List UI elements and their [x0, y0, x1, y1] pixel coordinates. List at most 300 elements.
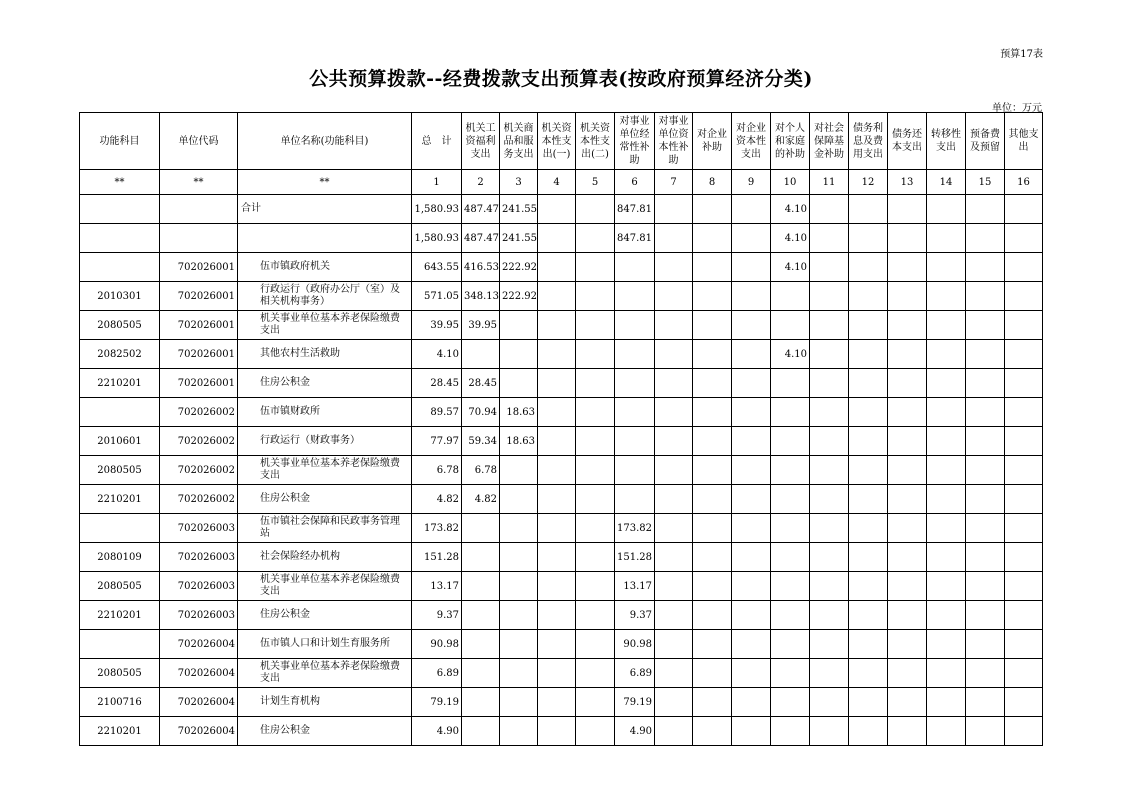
value-cell-total: 28.45 [412, 369, 462, 398]
value-cell-empty [576, 514, 615, 543]
value-cell-empty [655, 456, 693, 485]
unit-code-cell: 702026001 [160, 340, 238, 369]
value-cell-empty [693, 659, 732, 688]
value-cell-c10: 4.10 [771, 195, 810, 224]
value-cell-c10 [771, 485, 810, 514]
unit-code-cell: 702026001 [160, 253, 238, 282]
column-header: 对事业单位资本性补助 [655, 113, 693, 170]
value-cell-empty [538, 543, 576, 572]
value-cell-empty [655, 572, 693, 601]
column-index: 3 [500, 170, 538, 195]
unit-name-cell [238, 224, 412, 253]
column-index: ** [238, 170, 412, 195]
value-cell-c6: 151.28 [615, 543, 655, 572]
value-cell-empty [966, 253, 1005, 282]
func-code-cell: 2100716 [80, 688, 160, 717]
value-cell-empty [810, 369, 849, 398]
value-cell-empty [810, 311, 849, 340]
unit-name-cell: 行政运行（财政事务） [238, 427, 412, 456]
value-cell-c2 [462, 543, 500, 572]
unit-name-cell: 住房公积金 [238, 717, 412, 746]
value-cell-empty [655, 398, 693, 427]
value-cell-c3: 222.92 [500, 282, 538, 311]
column-index: 5 [576, 170, 615, 195]
value-cell-c10 [771, 688, 810, 717]
value-cell-empty [1005, 224, 1043, 253]
value-cell-empty [655, 253, 693, 282]
value-cell-empty [888, 311, 927, 340]
func-code-cell [80, 514, 160, 543]
func-code-cell [80, 224, 160, 253]
table-row [80, 369, 1043, 398]
value-cell-empty [849, 195, 888, 224]
column-header: 对事业单位经常性补助 [615, 113, 655, 170]
value-cell-c6: 13.17 [615, 572, 655, 601]
value-cell-empty [1005, 427, 1043, 456]
value-cell-empty [966, 398, 1005, 427]
value-cell-c6: 847.81 [615, 195, 655, 224]
value-cell-empty [538, 427, 576, 456]
value-cell-empty [888, 514, 927, 543]
value-cell-empty [927, 456, 966, 485]
func-code-cell: 2210201 [80, 601, 160, 630]
value-cell-empty [693, 456, 732, 485]
value-cell-empty [966, 282, 1005, 311]
value-cell-c6 [615, 340, 655, 369]
unit-code-cell: 702026001 [160, 311, 238, 340]
table-row [80, 340, 1043, 369]
value-cell-empty [693, 630, 732, 659]
value-cell-c2: 70.94 [462, 398, 500, 427]
value-cell-c6 [615, 253, 655, 282]
value-cell-c10 [771, 659, 810, 688]
table-row [80, 282, 1043, 311]
column-index: 1 [412, 170, 462, 195]
func-code-cell: 2080505 [80, 659, 160, 688]
table-row [80, 601, 1043, 630]
unit-name-cell: 计划生育机构 [238, 688, 412, 717]
value-cell-c2: 59.34 [462, 427, 500, 456]
value-cell-c10 [771, 543, 810, 572]
value-cell-total: 6.89 [412, 659, 462, 688]
value-cell-c10 [771, 630, 810, 659]
value-cell-empty [576, 311, 615, 340]
value-cell-c3: 18.63 [500, 398, 538, 427]
unit-name-cell: 机关事业单位基本养老保险缴费支出 [238, 572, 412, 601]
value-cell-empty [927, 630, 966, 659]
table-row [80, 688, 1043, 717]
value-cell-c2: 6.78 [462, 456, 500, 485]
value-cell-empty [849, 688, 888, 717]
value-cell-empty [810, 224, 849, 253]
value-cell-empty [927, 340, 966, 369]
value-cell-empty [655, 717, 693, 746]
value-cell-empty [693, 340, 732, 369]
value-cell-empty [732, 369, 771, 398]
func-code-cell [80, 398, 160, 427]
value-cell-c2: 487.47 [462, 224, 500, 253]
column-index: 16 [1005, 170, 1043, 195]
value-cell-empty [693, 311, 732, 340]
column-index: 9 [732, 170, 771, 195]
func-code-cell: 2082502 [80, 340, 160, 369]
value-cell-empty [1005, 398, 1043, 427]
value-cell-empty [927, 311, 966, 340]
value-cell-c2 [462, 340, 500, 369]
value-cell-empty [810, 630, 849, 659]
value-cell-total: 1,580.93 [412, 224, 462, 253]
value-cell-empty [655, 514, 693, 543]
value-cell-c3 [500, 601, 538, 630]
value-cell-empty [888, 224, 927, 253]
unit-code-cell: 702026003 [160, 601, 238, 630]
column-header: 单位名称(功能科目) [238, 113, 412, 170]
budget-table [79, 112, 1043, 746]
unit-name-cell: 伍市镇政府机关 [238, 253, 412, 282]
unit-code-cell: 702026002 [160, 398, 238, 427]
value-cell-empty [655, 340, 693, 369]
value-cell-c6 [615, 398, 655, 427]
value-cell-empty [849, 630, 888, 659]
value-cell-empty [538, 514, 576, 543]
value-cell-c6: 4.90 [615, 717, 655, 746]
value-cell-empty [655, 427, 693, 456]
value-cell-empty [927, 688, 966, 717]
value-cell-c10 [771, 717, 810, 746]
value-cell-empty [538, 688, 576, 717]
value-cell-empty [576, 688, 615, 717]
value-cell-empty [732, 485, 771, 514]
value-cell-total: 79.19 [412, 688, 462, 717]
value-cell-total: 4.82 [412, 485, 462, 514]
value-cell-empty [576, 195, 615, 224]
column-header: 对企业补助 [693, 113, 732, 170]
table-row [80, 224, 1043, 253]
value-cell-empty [732, 253, 771, 282]
unit-code-cell: 702026001 [160, 282, 238, 311]
value-cell-empty [538, 456, 576, 485]
func-code-cell [80, 195, 160, 224]
unit-name-cell: 机关事业单位基本养老保险缴费支出 [238, 659, 412, 688]
value-cell-empty [810, 543, 849, 572]
unit-name-cell: 住房公积金 [238, 369, 412, 398]
value-cell-empty [732, 514, 771, 543]
value-cell-empty [849, 398, 888, 427]
table-row [80, 717, 1043, 746]
value-cell-empty [693, 195, 732, 224]
column-index: 2 [462, 170, 500, 195]
value-cell-empty [966, 572, 1005, 601]
unit-name-cell: 机关事业单位基本养老保险缴费支出 [238, 456, 412, 485]
value-cell-c3 [500, 543, 538, 572]
value-cell-empty [927, 543, 966, 572]
value-cell-empty [693, 369, 732, 398]
value-cell-c3 [500, 485, 538, 514]
unit-name-cell: 住房公积金 [238, 485, 412, 514]
value-cell-empty [966, 659, 1005, 688]
value-cell-empty [693, 601, 732, 630]
value-cell-c3 [500, 514, 538, 543]
value-cell-c2: 487.47 [462, 195, 500, 224]
column-header: 机关工资福利支出 [462, 113, 500, 170]
value-cell-c2 [462, 572, 500, 601]
value-cell-empty [888, 340, 927, 369]
table-row [80, 659, 1043, 688]
value-cell-empty [927, 224, 966, 253]
value-cell-empty [849, 369, 888, 398]
value-cell-c3: 241.55 [500, 224, 538, 253]
column-header: 机关商品和服务支出 [500, 113, 538, 170]
column-index: 8 [693, 170, 732, 195]
table-header [80, 113, 1043, 195]
unit-code-cell: 702026004 [160, 688, 238, 717]
value-cell-empty [927, 398, 966, 427]
value-cell-empty [966, 543, 1005, 572]
value-cell-empty [538, 253, 576, 282]
value-cell-c6 [615, 311, 655, 340]
value-cell-c10 [771, 369, 810, 398]
value-cell-empty [810, 659, 849, 688]
value-cell-empty [1005, 253, 1043, 282]
column-index: 10 [771, 170, 810, 195]
value-cell-empty [888, 688, 927, 717]
value-cell-empty [966, 514, 1005, 543]
value-cell-empty [732, 572, 771, 601]
value-cell-empty [966, 456, 1005, 485]
value-cell-empty [966, 630, 1005, 659]
value-cell-total: 77.97 [412, 427, 462, 456]
value-cell-empty [732, 311, 771, 340]
table-row [80, 195, 1043, 224]
value-cell-empty [888, 717, 927, 746]
value-cell-c10 [771, 282, 810, 311]
column-header: 预备费及预留 [966, 113, 1005, 170]
value-cell-empty [810, 601, 849, 630]
value-cell-empty [927, 195, 966, 224]
value-cell-empty [966, 427, 1005, 456]
value-cell-empty [849, 224, 888, 253]
value-cell-empty [655, 485, 693, 514]
value-cell-total: 571.05 [412, 282, 462, 311]
value-cell-empty [1005, 311, 1043, 340]
value-cell-empty [693, 717, 732, 746]
value-cell-empty [576, 543, 615, 572]
value-cell-empty [732, 630, 771, 659]
unit-code-cell: 702026003 [160, 543, 238, 572]
column-index: 15 [966, 170, 1005, 195]
value-cell-c2: 416.53 [462, 253, 500, 282]
value-cell-total: 4.10 [412, 340, 462, 369]
column-header: 机关资本性支出(二) [576, 113, 615, 170]
value-cell-total: 173.82 [412, 514, 462, 543]
value-cell-empty [732, 282, 771, 311]
value-cell-empty [655, 688, 693, 717]
table-row [80, 253, 1043, 282]
unit-code-cell: 702026001 [160, 369, 238, 398]
unit-code-cell: 702026004 [160, 717, 238, 746]
value-cell-empty [888, 543, 927, 572]
value-cell-empty [1005, 630, 1043, 659]
value-cell-empty [888, 369, 927, 398]
value-cell-empty [576, 427, 615, 456]
value-cell-empty [732, 195, 771, 224]
value-cell-empty [693, 485, 732, 514]
value-cell-empty [538, 282, 576, 311]
value-cell-total: 13.17 [412, 572, 462, 601]
value-cell-empty [810, 253, 849, 282]
value-cell-empty [538, 630, 576, 659]
value-cell-empty [732, 601, 771, 630]
table-row [80, 630, 1043, 659]
value-cell-empty [1005, 659, 1043, 688]
value-cell-empty [538, 369, 576, 398]
value-cell-empty [655, 601, 693, 630]
unit-name-cell: 社会保险经办机构 [238, 543, 412, 572]
value-cell-empty [966, 485, 1005, 514]
value-cell-empty [732, 659, 771, 688]
value-cell-empty [927, 514, 966, 543]
value-cell-c3 [500, 369, 538, 398]
value-cell-empty [810, 398, 849, 427]
value-cell-empty [1005, 572, 1043, 601]
column-index: 12 [849, 170, 888, 195]
value-cell-empty [888, 282, 927, 311]
func-code-cell [80, 253, 160, 282]
func-code-cell: 2080505 [80, 572, 160, 601]
value-cell-c10 [771, 601, 810, 630]
column-header: 单位代码 [160, 113, 238, 170]
unit-code-cell: 702026004 [160, 630, 238, 659]
value-cell-c6: 173.82 [615, 514, 655, 543]
value-cell-total: 151.28 [412, 543, 462, 572]
value-cell-empty [888, 572, 927, 601]
value-cell-empty [810, 340, 849, 369]
value-cell-total: 4.90 [412, 717, 462, 746]
value-cell-c3 [500, 659, 538, 688]
value-cell-empty [732, 224, 771, 253]
value-cell-empty [966, 195, 1005, 224]
unit-code-cell: 702026003 [160, 572, 238, 601]
value-cell-empty [538, 311, 576, 340]
unit-name-cell: 合计 [238, 195, 412, 224]
value-cell-empty [1005, 688, 1043, 717]
func-code-cell: 2210201 [80, 485, 160, 514]
value-cell-empty [732, 340, 771, 369]
func-code-cell: 2210201 [80, 369, 160, 398]
value-cell-c2 [462, 514, 500, 543]
func-code-cell: 2080109 [80, 543, 160, 572]
value-cell-empty [927, 485, 966, 514]
value-cell-empty [576, 659, 615, 688]
value-cell-empty [888, 195, 927, 224]
func-code-cell: 2210201 [80, 717, 160, 746]
value-cell-c6: 9.37 [615, 601, 655, 630]
column-header: 总 计 [412, 113, 462, 170]
page-title: 公共预算拨款--经费拨款支出预算表(按政府预算经济分类) [309, 68, 813, 90]
value-cell-empty [810, 514, 849, 543]
value-cell-c3 [500, 572, 538, 601]
value-cell-empty [576, 456, 615, 485]
value-cell-empty [538, 340, 576, 369]
value-cell-empty [693, 688, 732, 717]
value-cell-empty [655, 659, 693, 688]
value-cell-empty [1005, 282, 1043, 311]
value-cell-c2: 28.45 [462, 369, 500, 398]
value-cell-empty [693, 543, 732, 572]
value-cell-c3 [500, 717, 538, 746]
table-row [80, 311, 1043, 340]
value-cell-empty [849, 543, 888, 572]
value-cell-empty [655, 311, 693, 340]
value-cell-c2: 4.82 [462, 485, 500, 514]
column-header: 转移性支出 [927, 113, 966, 170]
value-cell-empty [655, 369, 693, 398]
value-cell-total: 6.78 [412, 456, 462, 485]
value-cell-empty [538, 659, 576, 688]
value-cell-empty [1005, 717, 1043, 746]
value-cell-empty [1005, 485, 1043, 514]
value-cell-empty [888, 456, 927, 485]
value-cell-c10 [771, 311, 810, 340]
value-cell-empty [732, 688, 771, 717]
value-cell-empty [655, 630, 693, 659]
value-cell-c3: 18.63 [500, 427, 538, 456]
func-code-cell [80, 630, 160, 659]
column-header: 对个人和家庭的补助 [771, 113, 810, 170]
value-cell-empty [849, 282, 888, 311]
unit-name-cell: 机关事业单位基本养老保险缴费支出 [238, 311, 412, 340]
func-code-cell: 2010601 [80, 427, 160, 456]
value-cell-c10 [771, 427, 810, 456]
column-header: 机关资本性支出(一) [538, 113, 576, 170]
value-cell-empty [810, 688, 849, 717]
value-cell-total: 1,580.93 [412, 195, 462, 224]
value-cell-empty [576, 398, 615, 427]
value-cell-empty [576, 369, 615, 398]
value-cell-c10 [771, 514, 810, 543]
value-cell-empty [927, 572, 966, 601]
value-cell-empty [1005, 369, 1043, 398]
column-header: 对社会保障基金补助 [810, 113, 849, 170]
value-cell-empty [538, 224, 576, 253]
value-cell-empty [810, 485, 849, 514]
value-cell-c6 [615, 369, 655, 398]
value-cell-c2 [462, 601, 500, 630]
unit-name-cell: 其他农村生活救助 [238, 340, 412, 369]
value-cell-c2 [462, 630, 500, 659]
value-cell-empty [927, 253, 966, 282]
unit-name-cell: 伍市镇社会保障和民政事务管理站 [238, 514, 412, 543]
table-row [80, 572, 1043, 601]
page-tag: 预算17表 [1000, 49, 1043, 60]
value-cell-empty [576, 485, 615, 514]
unit-code-cell: 702026002 [160, 427, 238, 456]
value-cell-empty [810, 572, 849, 601]
value-cell-c10 [771, 398, 810, 427]
value-cell-empty [810, 456, 849, 485]
value-cell-empty [576, 282, 615, 311]
value-cell-empty [966, 369, 1005, 398]
value-cell-empty [849, 340, 888, 369]
value-cell-empty [693, 427, 732, 456]
value-cell-c10: 4.10 [771, 224, 810, 253]
unit-code-cell: 702026002 [160, 485, 238, 514]
value-cell-c3: 241.55 [500, 195, 538, 224]
value-cell-empty [966, 311, 1005, 340]
value-cell-c6: 90.98 [615, 630, 655, 659]
value-cell-c3 [500, 630, 538, 659]
value-cell-empty [576, 340, 615, 369]
